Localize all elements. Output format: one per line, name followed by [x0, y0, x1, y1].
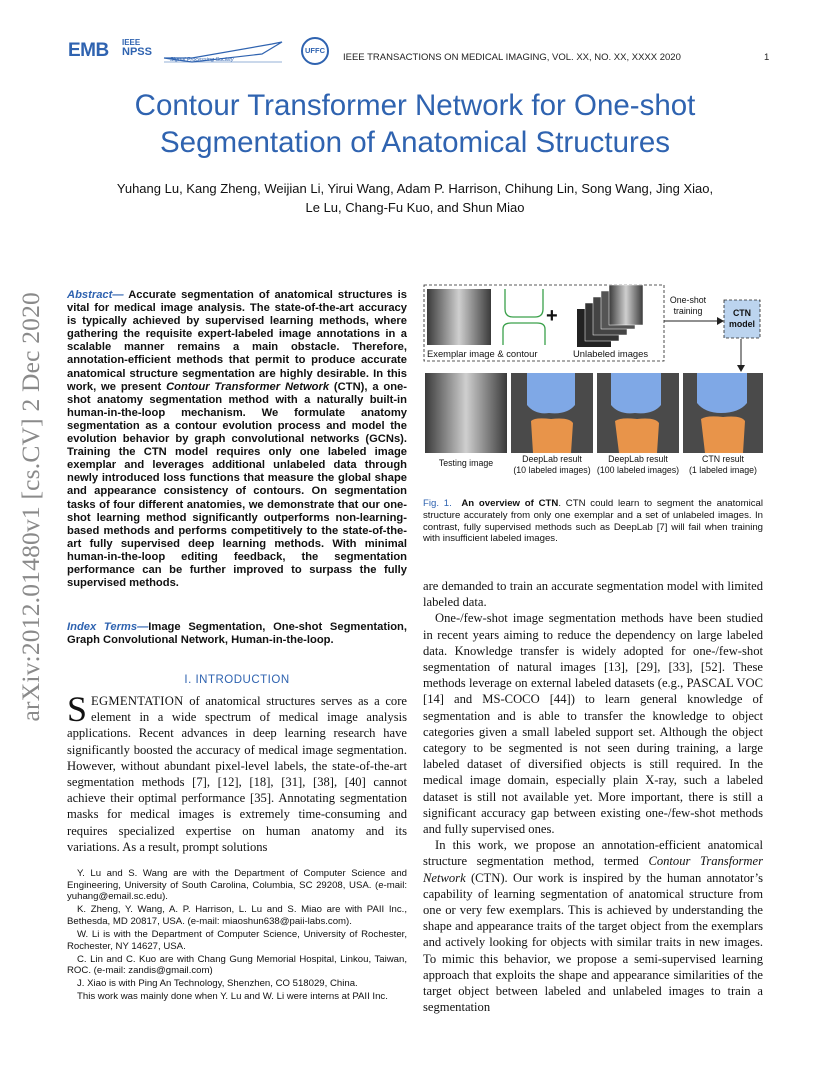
- unlabeled-label: Unlabeled images: [573, 348, 649, 359]
- arxiv-identifier[interactable]: arXiv:2012.01480v1 [cs.CV] 2 Dec 2020: [16, 292, 45, 722]
- deeplab-100-result: [597, 373, 679, 453]
- unlabeled-image-stack: [577, 285, 643, 347]
- ieee-npss-logo: IEEE NPSS: [122, 38, 152, 58]
- footnote: C. Lin and C. Kuo are with Chang Gung Memorial Hospital, Linkou, Taiwan, ROC. (e-mail: zandis@gmail.com): [67, 953, 407, 977]
- page-number: 1: [764, 52, 770, 63]
- deeplab-100-label: DeepLab result (100 labeled images): [596, 454, 680, 475]
- abstract: Abstract— Accurate segmentation of anatomical structures is vital for medical image analysis. The state-of-the-art accuracy is typically achieved by supervised learning methods, where gathering the requisite expert-labeled image annotations in a scalable manner remains a main obstacle. Therefore, annotation-efficient methods that permit to produce accurate anatomical structure segmentation are highly desirable. In this work, we present Contour Transformer Network (CTN), a one-shot anatomy segmentation method with a naturally built-in human-in-the-loop mechanism. We formulate anatomy segmentation as a contour evolution process and model the evolution behavior by graph convolutional networks (GCNs). Training the CTN model requires only one labeled image exemplar and leverages additional unlabeled data through newly introduced loss functions that measure the global shape and appearance consistency of contours. On segmentation tasks of four different anatomies, we demonstrate that our one-shot learning method significantly outperforms non-learning-based methods and performs competitively to the state-of-the-art fully supervised deep learning methods. With minimal human-in-the-loop editing feedback, the segmentation performance can be further improved to surpass the fully supervised methods.: [67, 289, 407, 590]
- right-column-body: [423, 578, 763, 1015]
- paragraph: are demanded to train an accurate segmentation model with limited labeled data.: [423, 579, 763, 610]
- affiliation-footnotes: [67, 868, 407, 1005]
- exemplar-label: Exemplar image & contour: [427, 348, 538, 359]
- ctn-result-label: CTN result (1 labeled image): [689, 454, 757, 475]
- footnote: Y. Lu and S. Wang are with the Department of Computer Science and Engineering, University of South Carolina, Columbia, SC 29208, USA. (e-mail: yuhang@email.sc.edu).: [67, 868, 407, 903]
- exemplar-contour: [503, 289, 545, 345]
- section-heading-introduction: I. INTRODUCTION: [184, 674, 290, 686]
- footnote: This work was mainly done when Y. Lu and W. Li were interns at PAII Inc.: [77, 991, 388, 1003]
- testing-image: [425, 373, 507, 453]
- figure-1: [423, 283, 763, 483]
- index-terms-lead: Index Terms—: [67, 621, 149, 633]
- footnote: W. Li is with the Department of Computer Science, University of Rochester, Rochester, NY 14627, USA.: [67, 928, 407, 952]
- abstract-lead: Abstract—: [67, 289, 124, 301]
- signal-processing-logo: Signal Processing Society: [162, 40, 292, 66]
- figure-1-caption: Fig. 1. An overview of CTN. CTN could learn to segment the anatomical structure accurately from only one exemplar and a set of unlabeled images. In contrast, fully supervised methods such as DeepLab [7] will fail when training with insufficient labeled images.: [423, 498, 763, 545]
- emb-logo: EMB: [68, 40, 109, 61]
- paper-title: Contour Transformer Network for One-shot Segmentation of Anatomical Structures: [134, 89, 696, 159]
- ctn-result: [683, 373, 763, 453]
- dropcap: S: [67, 689, 88, 729]
- testing-image-label: Testing image: [438, 458, 494, 468]
- plus-sign: +: [546, 305, 558, 327]
- uffc-logo: UFFC: [301, 37, 329, 65]
- exemplar-image: [427, 289, 491, 345]
- author-list: Yuhang Lu, Kang Zheng, Weijian Li, Yirui Wang, Adam P. Harrison, Chihung Lin, Song Wang, Jing Xiao, Le Lu, Chang-Fu Kuo, and Shun Miao: [116, 181, 714, 215]
- paragraph: In this work, we propose an annotation-efficient anatomical structure segmentation method, termed Contour Transformer Network (CTN). Our work is inspired by the human annotator’s capability of learning segmentation of anatomical structure from one or very few exemplars. This is achieved by understanding the shape and appearance traits of the target object from the exemplars and actively looking for objects with similar traits in new images. To mimic this behavior, we propose a semi-supervised learning approach that exploits the shape and appearance similarities of the target object between labeled and unlabeled images to train a segmentation: [423, 838, 763, 1015]
- introduction-body: SEGMENTATION of anatomical structures serves as a core element in a wide spectrum of medical image analysis applications. Recent advances in deep learning research have significantly boosted the accuracy of medical image segmentation. However, without abundant pixel-level labels, the state-of-the-art segmentation methods [7], [12], [18], [31], [38], [40] cannot achieve their optimal performance [35]. Annotating segmentation masks for medical images is extremely time-consuming and requires specialized expertise on human anatomy and its variations. As a result, prompt solutions: [67, 689, 407, 854]
- ctn-model-label: CTN model: [729, 308, 755, 329]
- journal-header: IEEE TRANSACTIONS ON MEDICAL IMAGING, VOL. XX, NO. XX, XXXX 2020: [343, 52, 681, 63]
- one-shot-training-label: One-shot training: [669, 295, 707, 316]
- deeplab-10-result: [511, 373, 593, 453]
- paragraph: One-/few-shot image segmentation methods have been studied in recent years aiming to reduce the dependency on large labeled data. Knowledge transfer is widely adopted for one-/few-shot segmentation of natural images [13], [29], [33], [52]. These methods leverage on external labeled datasets (e.g., PASCAL VOC [14] and MS-COCO [44]) to learn general knowledge of segmentation and is able to transfer the knowledge to object categories given a small labeled support set. Although the object category to be segmented is not seen during training, a large labeled dataset of diversified objects is still required. In the medical image domain, especially plain X-ray, such a labeled dataset is still not available yet. More important, there is still a significant accuracy gap between existing one-/few-shot methods and fully supervised ones.: [423, 611, 763, 837]
- deeplab-10-label: DeepLab result (10 labeled images): [513, 454, 591, 475]
- footnote: J. Xiao is with Ping An Technology, Shenzhen, CO 518029, China.: [77, 978, 358, 990]
- index-terms: Index Terms—Image Segmentation, One-shot Segmentation, Graph Convolutional Network, Human-in-the-loop.: [67, 621, 407, 647]
- footnote: K. Zheng, Y. Wang, A. P. Harrison, L. Lu and S. Miao are with PAII Inc., Bethesda, MD 20817, USA. (e-mail: miaoshun638@paii-labs.com).: [67, 904, 407, 927]
